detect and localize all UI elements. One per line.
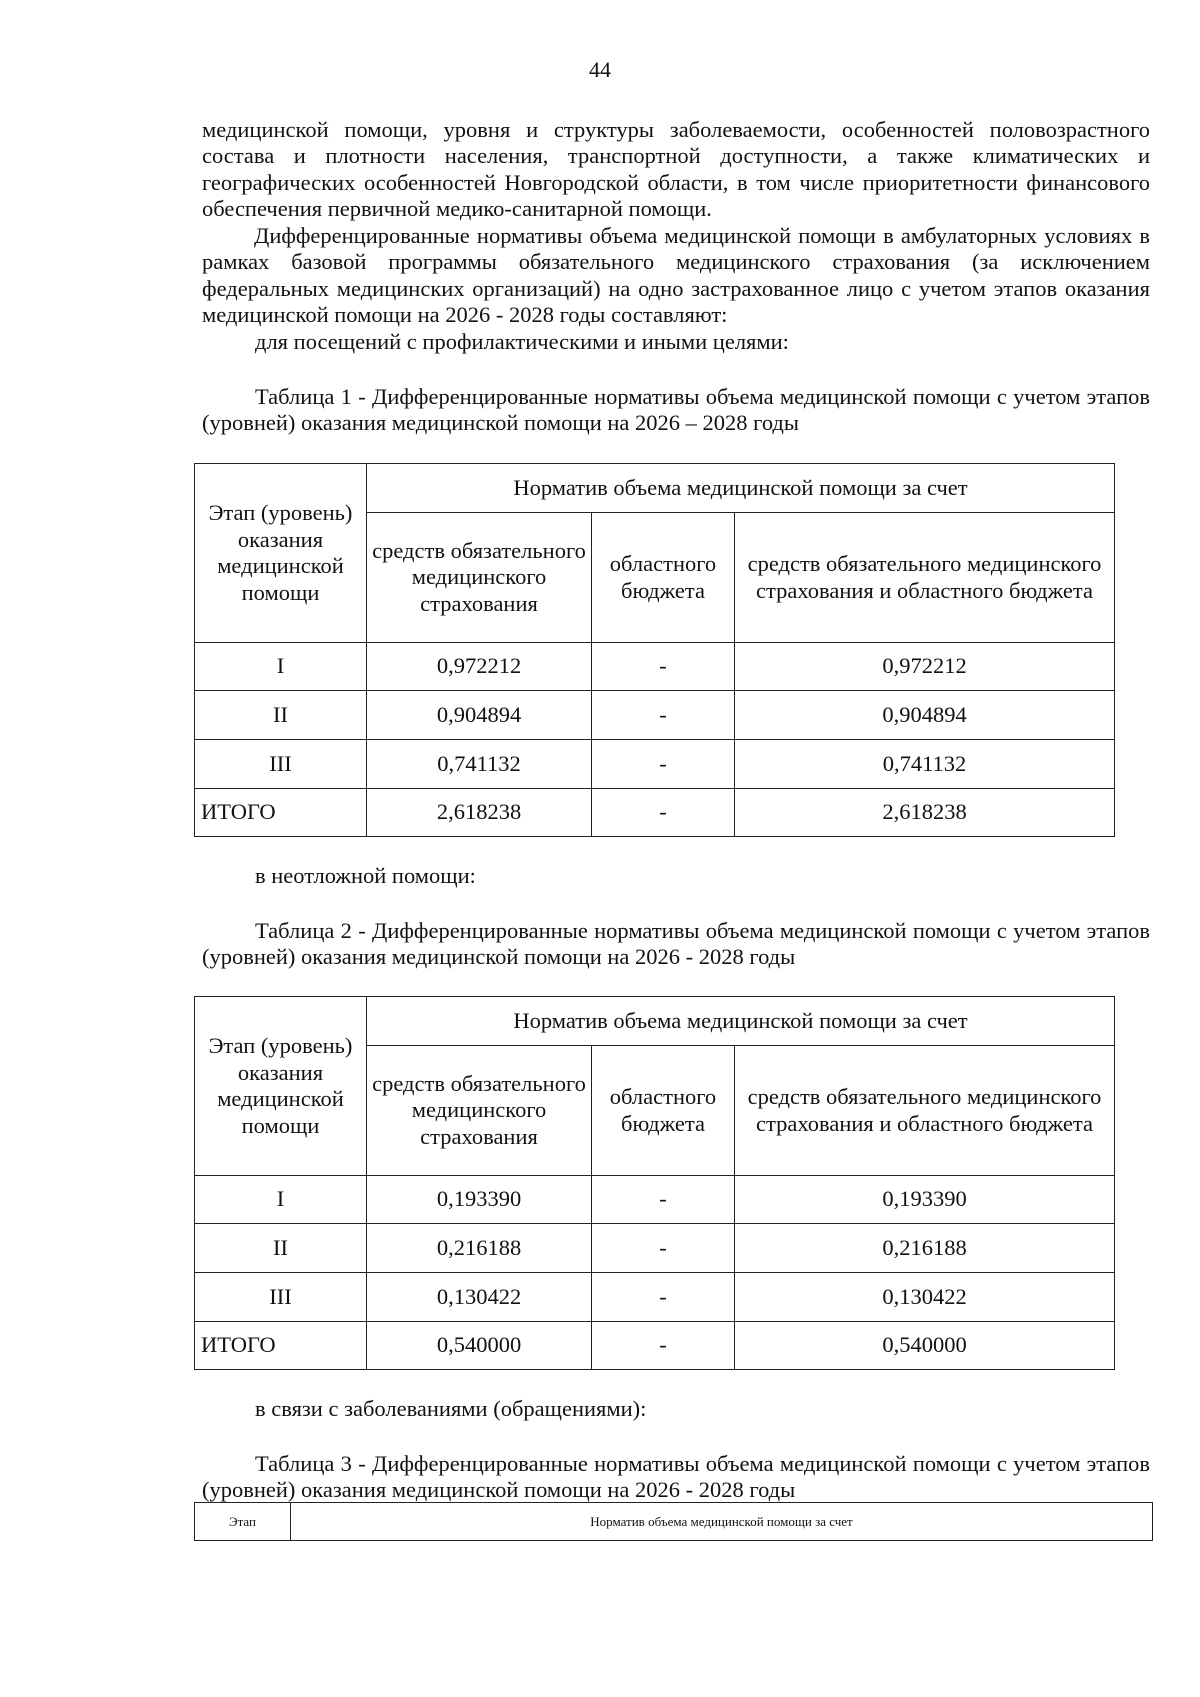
table1-col-total-header: средств обязательного медицинского страхования и областного бюджета [735,513,1115,643]
budget-cell: - [592,643,735,691]
oms-cell: 0,741132 [367,740,592,789]
section-heading-prophylactic: для посещений с профилактическими и иными целями: [255,329,789,354]
table1-col-budget-header: областного бюджета [592,513,735,643]
table2 [194,996,1115,1370]
budget-cell: - [592,740,735,789]
table-row-total [195,1322,1115,1370]
total-cell: 0,904894 [735,691,1115,740]
stage-cell: I [195,1176,367,1224]
table2-group-header: Норматив объема медицинской помощи за счет [367,997,1115,1046]
table3-caption: Таблица 3 - Дифференцированные нормативы объема медицинской помощи с учетом этапов (уровней) оказания медицинской помощи на 2026 - 2028 годы [202,1451,1150,1503]
total-cell: 0,193390 [735,1176,1115,1224]
budget-cell: - [592,691,735,740]
page-number: 44 [589,57,611,82]
stage-cell: II [195,691,367,740]
oms-cell: 0,904894 [367,691,592,740]
table-row [195,643,1115,691]
intro-paragraph: медицинской помощи, уровня и структуры заболеваемости, особенностей половозрастного состава и плотности населения, транспортной доступности, а также климатических и географических особенностей Новгородской области, в том числе приоритетности финансового обеспечения первичной медико-санитарной помощи. [202,117,1150,222]
oms-cell: 2,618238 [367,789,592,837]
table-row [195,691,1115,740]
table-row [195,1224,1115,1273]
total-cell: 0,216188 [735,1224,1115,1273]
table1-caption: Таблица 1 - Дифференцированные нормативы объема медицинской помощи с учетом этапов (уровней) оказания медицинской помощи на 2026 – 2028 годы [202,384,1150,436]
oms-cell: 0,540000 [367,1322,592,1370]
total-cell: 0,741132 [735,740,1115,789]
table-row-total [195,789,1115,837]
table-row [195,1273,1115,1322]
paragraph-amb-norms: Дифференцированные нормативы объема медицинской помощи в амбулаторных условиях в рамках базовой программы обязательного медицинского страхования (за исключением федеральных медицинских организаций) на одно застрахованное лицо с учетом этапов оказания медицинской помощи на 2026 - 2028 годы составляют: [202,223,1150,328]
budget-cell: - [592,1273,735,1322]
oms-cell: 0,216188 [367,1224,592,1273]
total-cell: 0,130422 [735,1273,1115,1322]
budget-cell: - [592,1322,735,1370]
table3-group-header: Норматив объема медицинской помощи за счет [291,1503,1153,1541]
stage-cell: I [195,643,367,691]
table2-col-oms-header: средств обязательного медицинского страхования [367,1046,592,1176]
stage-cell: III [195,1273,367,1322]
table1-col-oms-header: средств обязательного медицинского страхования [367,513,592,643]
table2-caption: Таблица 2 - Дифференцированные нормативы объема медицинской помощи с учетом этапов (уровней) оказания медицинской помощи на 2026 - 2028 годы [202,918,1150,970]
oms-cell: 0,193390 [367,1176,592,1224]
table2-col-total-header: средств обязательного медицинского страхования и областного бюджета [735,1046,1115,1176]
oms-cell: 0,972212 [367,643,592,691]
total-cell: 0,972212 [735,643,1115,691]
stage-cell: ИТОГО [195,789,367,837]
table1-stage-header: Этап (уровень) оказания медицинской помощи [195,464,367,643]
section-heading-urgent: в неотложной помощи: [255,863,476,888]
table2-col-budget-header: областного бюджета [592,1046,735,1176]
table2-stage-header: Этап (уровень) оказания медицинской помощи [195,997,367,1176]
budget-cell: - [592,1176,735,1224]
table-row [195,1176,1115,1224]
budget-cell: - [592,1224,735,1273]
stage-cell: II [195,1224,367,1273]
section-heading-diseases: в связи с заболеваниями (обращениями): [255,1396,647,1421]
table3 [194,1502,1153,1541]
table1 [194,463,1115,837]
stage-cell: ИТОГО [195,1322,367,1370]
table3-stage-header: Этап [195,1503,291,1541]
table1-group-header: Норматив объема медицинской помощи за счет [367,464,1115,513]
budget-cell: - [592,789,735,837]
stage-cell: III [195,740,367,789]
oms-cell: 0,130422 [367,1273,592,1322]
table-row [195,740,1115,789]
total-cell: 2,618238 [735,789,1115,837]
total-cell: 0,540000 [735,1322,1115,1370]
